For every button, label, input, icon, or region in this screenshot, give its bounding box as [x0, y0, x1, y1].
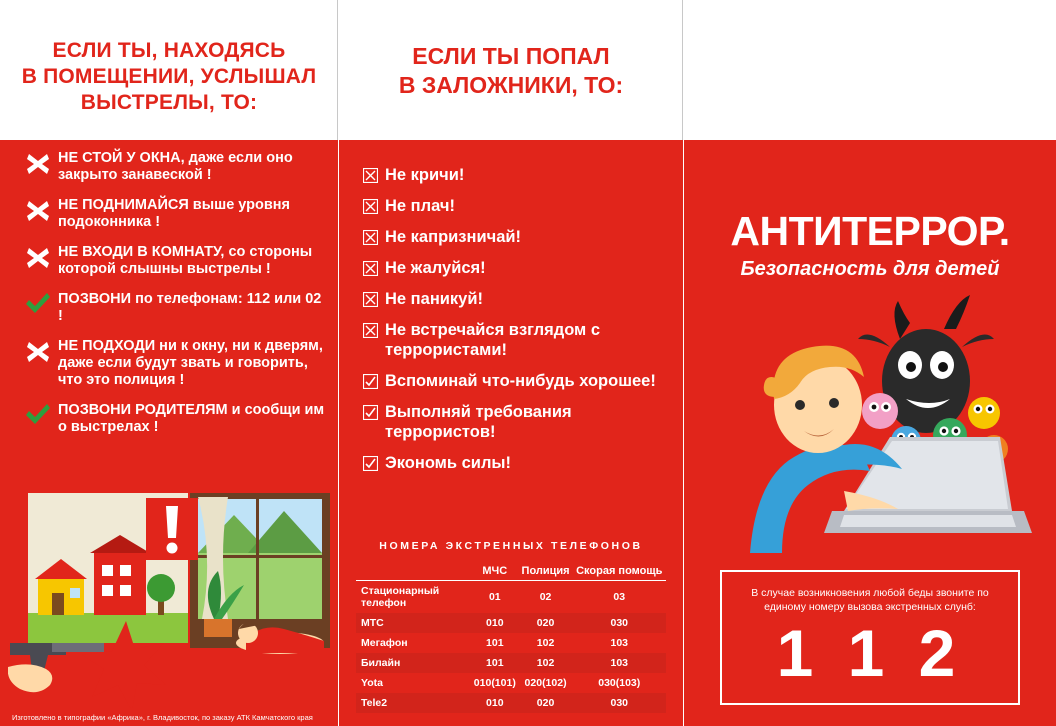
cell-police: 102 — [536, 657, 555, 669]
checklist-label: Вспоминай что-нибудь хорошее! — [385, 372, 656, 390]
tip-item — [18, 150, 328, 184]
panel-left — [0, 0, 338, 726]
tip-item — [18, 197, 328, 231]
tip-item — [18, 338, 328, 389]
cell-operator: МТС — [361, 617, 384, 629]
tip-strong: ПОЗВОНИ РОДИТЕЛЯМ — [58, 402, 228, 418]
checklist-label: Не встречайся взглядом с террористами! — [385, 321, 601, 359]
cell-police: 02 — [539, 591, 552, 603]
cross-icon — [18, 197, 58, 224]
checklist-label: Не плач! — [385, 197, 455, 215]
checkbox-check-icon — [363, 371, 385, 389]
cell-ambulance: 030 — [610, 617, 629, 629]
checklist-label: Не паникуй! — [385, 290, 484, 308]
checklist-item — [363, 258, 663, 278]
cover-illustration — [694, 295, 1046, 565]
tip-text — [58, 402, 328, 436]
cell-police: 020 — [536, 617, 555, 629]
tip-rest: со стороны которой слышны выстрелы ! — [58, 244, 313, 277]
tip-item — [18, 402, 328, 436]
left-title-line-1: ЕСЛИ ТЫ, НАХОДЯСЬ — [52, 39, 286, 62]
hostage-checklist — [363, 165, 663, 484]
exclamation-icon — [146, 498, 198, 560]
checkbox-x-icon — [363, 196, 385, 214]
cell-mchs: 101 — [486, 637, 504, 649]
cell-operator: Tele2 — [361, 697, 388, 709]
cell-police: 102 — [536, 637, 555, 649]
cell-operator: Билайн — [361, 657, 401, 669]
middle-panel-title — [339, 42, 683, 100]
check-icon — [18, 291, 58, 316]
checklist-item — [363, 320, 663, 360]
cell-mchs: 010 — [486, 617, 504, 629]
cell-mchs: 010(101) — [473, 677, 516, 689]
tip-strong: НЕ ПОДНИМАЙСЯ — [58, 197, 189, 213]
brand-subtitle: Безопасность для детей — [740, 258, 1000, 280]
panel-middle — [339, 0, 683, 726]
tip-rest: по телефонам: 112 или 02 ! — [58, 291, 322, 324]
col-operator — [356, 562, 471, 581]
callbox-number: 1 1 2 — [776, 616, 964, 690]
left-title-line-3: ВЫСТРЕЛЫ, ТО: — [80, 91, 258, 114]
tip-strong: ПОЗВОНИ — [58, 291, 132, 307]
cell-mchs: 01 — [488, 591, 501, 603]
cell-ambulance: 103 — [610, 637, 629, 649]
tip-text — [58, 291, 328, 325]
checklist-item — [363, 371, 663, 391]
middle-title-line-1: ЕСЛИ ТЫ ПОПАЛ — [412, 43, 610, 69]
checkbox-x-icon — [363, 289, 385, 307]
checklist-item — [363, 165, 663, 185]
panel-right — [684, 0, 1056, 726]
checklist-item — [363, 453, 663, 473]
tip-text — [58, 244, 328, 278]
table-row — [356, 653, 666, 673]
cross-icon — [18, 244, 58, 271]
col-police: Полиция — [519, 562, 573, 581]
cell-ambulance: 03 — [613, 591, 626, 603]
tip-item — [18, 244, 328, 278]
emergency-call-box — [720, 570, 1020, 705]
table-row — [356, 633, 666, 653]
cell-operator: Yota — [361, 677, 383, 689]
cell-ambulance: 103 — [610, 657, 629, 669]
table-row — [356, 613, 666, 633]
table-row — [356, 673, 666, 693]
left-tips-list — [18, 150, 328, 449]
table-row — [356, 693, 666, 713]
left-panel-title — [0, 38, 338, 116]
checkbox-x-icon — [363, 320, 385, 338]
checkbox-check-icon — [363, 453, 385, 471]
left-title-line-2: В ПОМЕЩЕНИИ, УСЛЫШАЛ — [21, 65, 317, 88]
checklist-item — [363, 196, 663, 216]
checkbox-x-icon — [363, 258, 385, 276]
cell-police: 020 — [536, 697, 555, 709]
checkbox-x-icon — [363, 227, 385, 245]
checklist-label: Не кричи! — [385, 166, 465, 184]
check-icon — [18, 402, 58, 427]
col-ambulance: Скорая помощь — [573, 562, 667, 581]
checklist-item — [363, 289, 663, 309]
table-row — [356, 581, 666, 614]
table-header-row — [356, 562, 666, 581]
tip-text — [58, 150, 328, 184]
checkbox-check-icon — [363, 402, 385, 420]
cell-ambulance: 030 — [610, 697, 629, 709]
checklist-label: Не жалуйся! — [385, 259, 486, 277]
checklist-item — [363, 227, 663, 247]
tip-item — [18, 291, 328, 325]
cross-icon — [18, 338, 58, 365]
cell-ambulance: 030(103) — [598, 677, 641, 689]
tip-rest: даже если оно закрыто занавеской ! — [58, 150, 293, 183]
callbox-text: В случае возникновения любой беды звоните по единому номеру вызова экстренных слунб: — [751, 587, 989, 613]
tip-text — [58, 338, 328, 389]
cell-mchs: 101 — [486, 657, 504, 669]
tip-rest: и сообщи им о выстрелах ! — [58, 402, 325, 435]
cell-operator: Стационарный телефон — [361, 585, 440, 609]
checkbox-x-icon — [363, 165, 385, 183]
tip-text — [58, 197, 328, 231]
checklist-label: Выполняй требования террористов! — [385, 403, 572, 441]
cross-icon — [18, 150, 58, 177]
checklist-item — [363, 402, 663, 442]
checklist-label: Не капризничай! — [385, 228, 522, 246]
emergency-phones-heading: НОМЕРА ЭКСТРЕННЫХ ТЕЛЕФОНОВ — [379, 540, 643, 552]
tip-strong: НЕ ПОДХОДИ — [58, 338, 156, 354]
middle-title-line-2: В ЗАЛОЖНИКИ, ТО: — [398, 72, 624, 98]
tip-rest: выше уровня подоконника ! — [58, 197, 291, 230]
emergency-phones-table — [356, 562, 666, 713]
tip-rest: ни к окну, ни к дверям, даже если будут звать и говорить, что это полиция ! — [58, 338, 323, 388]
brand-title: АНТИТЕРРОР. — [730, 208, 1010, 254]
col-mchs: МЧС — [471, 562, 519, 581]
tip-strong: НЕ СТОЙ У ОКНА, — [58, 150, 185, 166]
cell-mchs: 010 — [486, 697, 504, 709]
cell-operator: Мегафон — [361, 637, 408, 649]
tip-strong: НЕ ВХОДИ В КОМНАТУ, — [58, 244, 225, 260]
print-credit: Изготовлено в типографии «Африка», г. Владивосток, по заказу АТК Камчатского края — [12, 713, 313, 722]
checklist-label: Экономь силы! — [385, 454, 512, 472]
cell-police: 020(102) — [524, 677, 567, 689]
